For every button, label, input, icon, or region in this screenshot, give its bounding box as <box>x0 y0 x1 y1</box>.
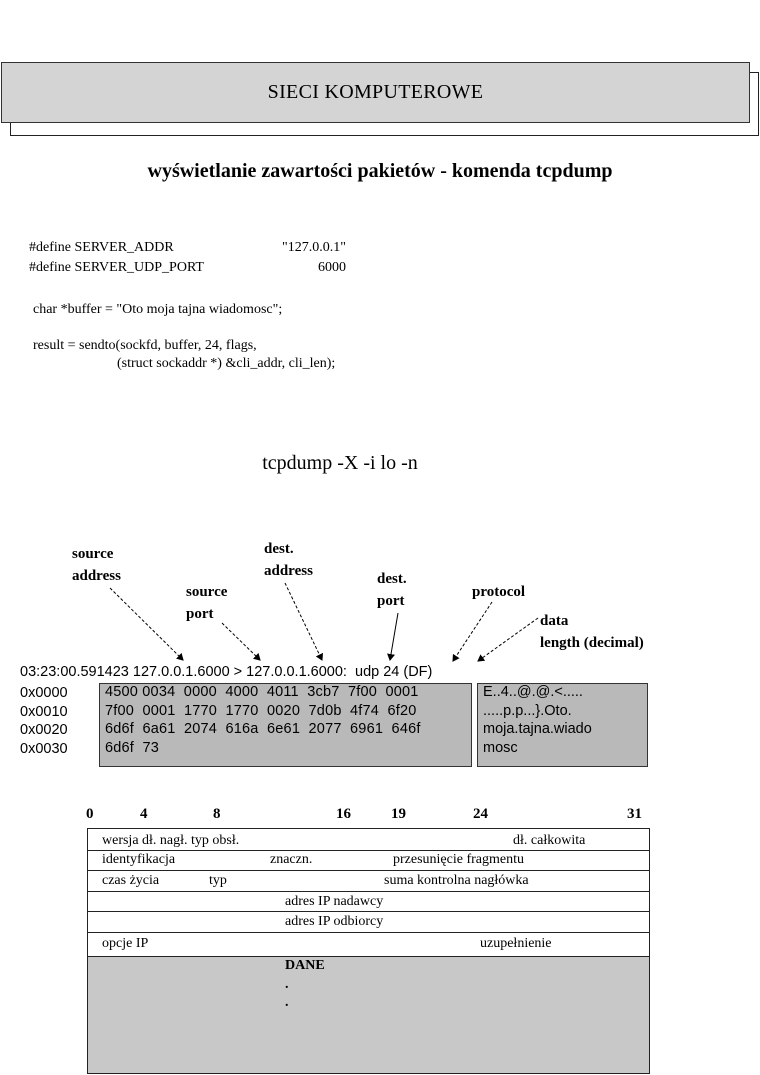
field-identification: identyfikacja <box>102 852 176 867</box>
dump-offsets <box>20 684 68 758</box>
page-subtitle: wyświetlanie zawartości pakietów - komenda tcpdump <box>147 160 613 182</box>
bit-position-19: 19 <box>391 806 406 822</box>
bit-position-0: 0 <box>86 806 94 822</box>
annotation-dest-address-line1: dest. <box>264 541 294 557</box>
arrow-data-length <box>478 618 538 661</box>
bit-position-4: 4 <box>140 806 148 822</box>
annotation-dest-address-line2: address <box>264 563 313 579</box>
field-destination-ip: adres IP odbiorcy <box>285 914 384 929</box>
offset-0030: 0x0030 <box>20 740 68 757</box>
ip-header-table <box>87 828 650 1074</box>
field-protocol: typ <box>209 873 227 888</box>
ascii-row: .....p.p...}.Oto. <box>483 702 572 719</box>
field-ttl: czas życia <box>102 873 160 888</box>
hex-row: 6d6f 73 <box>105 739 160 756</box>
header-title: SIECI KOMPUTEROWE <box>267 81 484 103</box>
buffer-declaration: char *buffer = "Oto moja tajna wiadomosc"; <box>33 302 283 317</box>
offset-0020: 0x0020 <box>20 722 68 738</box>
tcpdump-summary-line: 03:23:00.591423 127.0.0.1.6000 > 127.0.0.1.6000: udp 24 (DF) <box>20 664 433 680</box>
annotation-data-length-line1: data <box>540 613 569 629</box>
arrow-source-address <box>110 588 183 660</box>
arrow-protocol <box>453 602 492 661</box>
arrow-dest-port <box>390 613 398 660</box>
field-total-length: dł. całkowita <box>513 833 586 848</box>
sendto-call-line1: result = sendto(sockfd, buffer, 24, flags, <box>33 338 257 353</box>
annotation-dest-port-line2: port <box>377 593 405 609</box>
field-checksum: suma kontrolna nagłówka <box>384 873 529 888</box>
offset-0000: 0x0000 <box>20 685 68 701</box>
annotation-source-port-line2: port <box>186 606 214 622</box>
field-data: DANE <box>285 958 325 973</box>
bit-position-24: 24 <box>473 806 488 822</box>
annotation-source-port-line1: source <box>186 584 228 600</box>
row-divider <box>88 870 649 871</box>
bit-position-31: 31 <box>627 806 642 822</box>
hex-row: 4500 0034 0000 4000 4011 3cb7 7f00 0001 <box>105 684 419 700</box>
field-options: opcje IP <box>102 936 149 951</box>
tcpdump-command: tcpdump -X -i lo -n <box>262 452 418 474</box>
row-divider <box>88 891 649 892</box>
bit-position-16: 16 <box>336 806 351 822</box>
row-divider <box>88 932 649 933</box>
hex-row: 6d6f 6a61 2074 616a 6e61 2077 6961 646f <box>105 721 421 737</box>
hex-data-box <box>99 683 472 767</box>
define-server-addr-value: "127.0.0.1" <box>282 240 346 255</box>
field-flags: znaczn. <box>270 852 313 867</box>
ascii-row: mosc <box>483 739 518 756</box>
hex-row: 7f00 0001 1770 1770 0020 7d0b 4f74 6f20 <box>105 702 417 719</box>
bit-position-8: 8 <box>213 806 221 822</box>
field-fragment-offset: przesunięcie fragmentu <box>393 852 524 867</box>
annotation-source-address-line1: source <box>72 546 114 562</box>
ascii-row: E..4..@.@.<..... <box>483 684 583 700</box>
data-area <box>88 957 649 1073</box>
field-padding: uzupełnienie <box>480 936 552 951</box>
data-ellipsis-dot: . <box>285 977 289 992</box>
row-divider <box>88 850 649 851</box>
field-version-hlen-tos: wersja dł. nagł. typ obsł. <box>102 833 240 848</box>
row-divider <box>88 911 649 912</box>
arrow-source-port <box>222 623 260 660</box>
annotation-protocol: protocol <box>472 584 526 600</box>
data-ellipsis-dot: . <box>285 995 289 1010</box>
annotation-source-address-line2: address <box>72 568 121 584</box>
annotation-dest-port-line1: dest. <box>377 571 407 587</box>
offset-0010: 0x0010 <box>20 703 68 720</box>
ascii-data-box <box>477 683 648 767</box>
ascii-row: moja.tajna.wiado <box>483 721 592 737</box>
define-server-addr: #define SERVER_ADDR <box>29 240 174 255</box>
define-server-port: #define SERVER_UDP_PORT <box>29 260 204 275</box>
row-divider <box>88 956 649 957</box>
arrow-dest-address <box>285 583 322 660</box>
sendto-call-line2: (struct sockaddr *) &cli_addr, cli_len); <box>117 356 336 371</box>
annotation-data-length-line2: length (decimal) <box>540 635 644 651</box>
field-source-ip: adres IP nadawcy <box>285 894 384 909</box>
define-server-port-value: 6000 <box>318 260 346 275</box>
